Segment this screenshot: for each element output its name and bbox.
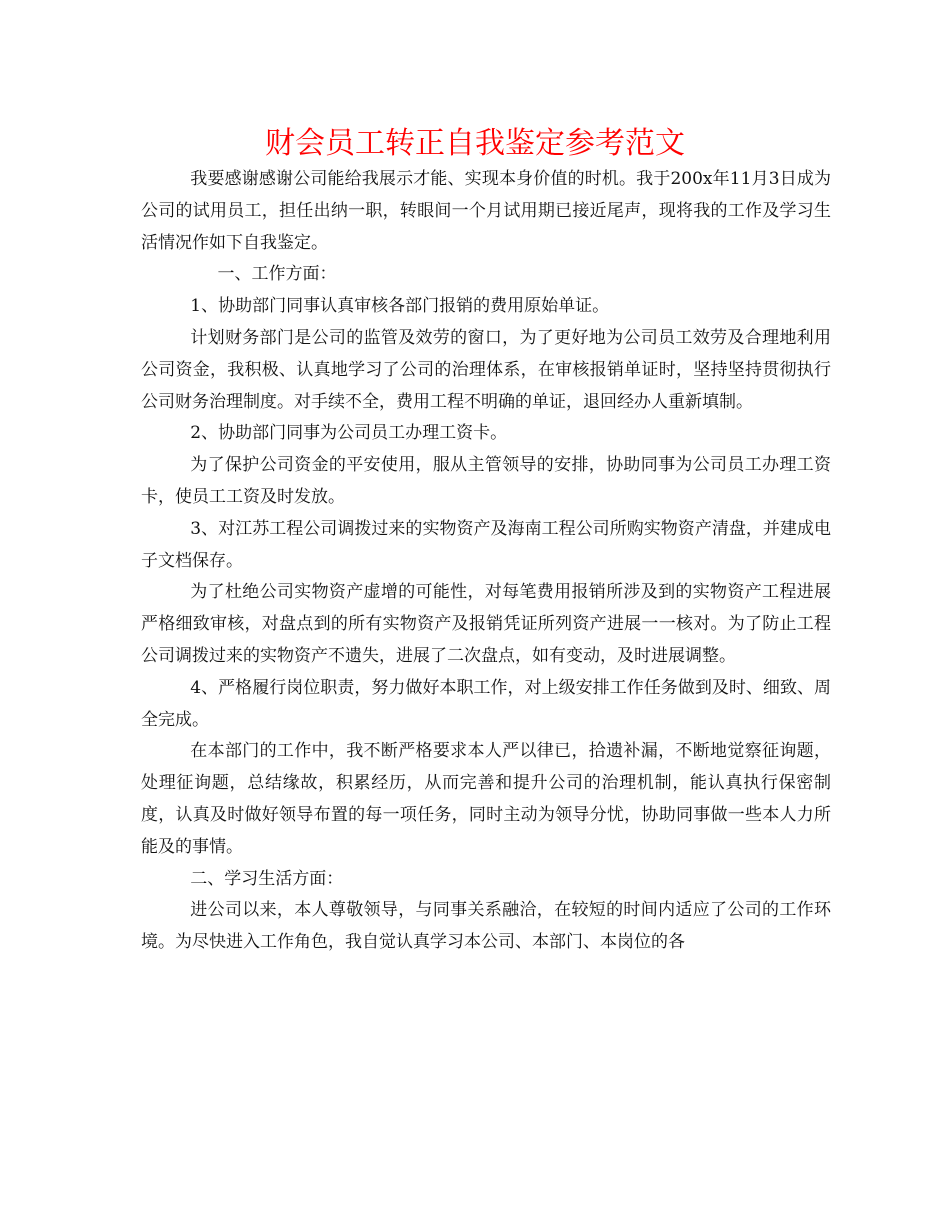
section-heading-study-life: 二、学习生活方面： xyxy=(190,868,344,889)
item-heading-3: 3、对江苏工程公司调拨过来的实物资产及海南工程公司所购实物资产清盘，并建成电子文档保存。 xyxy=(141,518,831,571)
item-paragraph-4: 在本部门的工作中，我不断严格要求本人严以律已，拾遗补漏，不断地觉察征询题，处理征询题，总结缘故，积累经历，从而完善和提升公司的治理机制，能认真执行保密制度，认真及时做好领导布置的每一项任务，同时主动为领导分忧，协助同事做一些本人力所能及的事情。 xyxy=(141,741,831,857)
item-paragraph-2: 为了保护公司资金的平安使用，服从主管领导的安排，协助同事为公司员工办理工资卡，使员工工资及时发放。 xyxy=(141,455,831,507)
document-title: 财会员工转正自我鉴定参考范文 xyxy=(265,126,685,161)
item-heading-1: 1、协助部门同事认真审核各部门报销的费用原始单证。 xyxy=(190,296,610,317)
item-paragraph-3: 为了杜绝公司实物资产虚增的可能性，对每笔费用报销所涉及到的实物资产工程进展严格细致审核，对盘点到的所有实物资产及报销凭证所列资产进展一一核对。为了防止工程公司调拨过来的实物资产不遗失，进展了二次盘点，如有变动，及时进展调整。 xyxy=(141,582,831,666)
item-heading-4: 4、严格履行岗位职责，努力做好本职工作，对上级安排工作任务做到及时、细致、周全完成。 xyxy=(141,677,831,730)
item-paragraph-1: 计划财务部门是公司的监管及效劳的窗口，为了更好地为公司员工效劳及合理地利用公司资金，我积极、认真地学习了公司的治理体系，在审核报销单证时，坚持坚持贯彻执行公司财务治理制度。对手续不全，费用工程不明确的单证，退回经办人重新填制。 xyxy=(141,327,831,412)
study-life-paragraph: 进公司以来，本人尊敬领导，与同事关系融洽，在较短的时间内适应了公司的工作环境。为尽快进入工作角色，我自觉认真学习本公司、本部门、本岗位的各 xyxy=(141,900,831,953)
intro-paragraph: 我要感谢感谢公司能给我展示才能、实现本身价值的时机。我于200x年11月3日成为公司的试用员工，担任出纳一职，转眼间一个月试用期已接近尾声，现将我的工作及学习生活情况作如下自我鉴定。 xyxy=(141,169,831,253)
document-body xyxy=(141,164,831,959)
section-heading-work: 一、工作方面： xyxy=(217,264,337,285)
item-heading-2: 2、协助部门同事为公司员工办理工资卡。 xyxy=(190,423,508,444)
